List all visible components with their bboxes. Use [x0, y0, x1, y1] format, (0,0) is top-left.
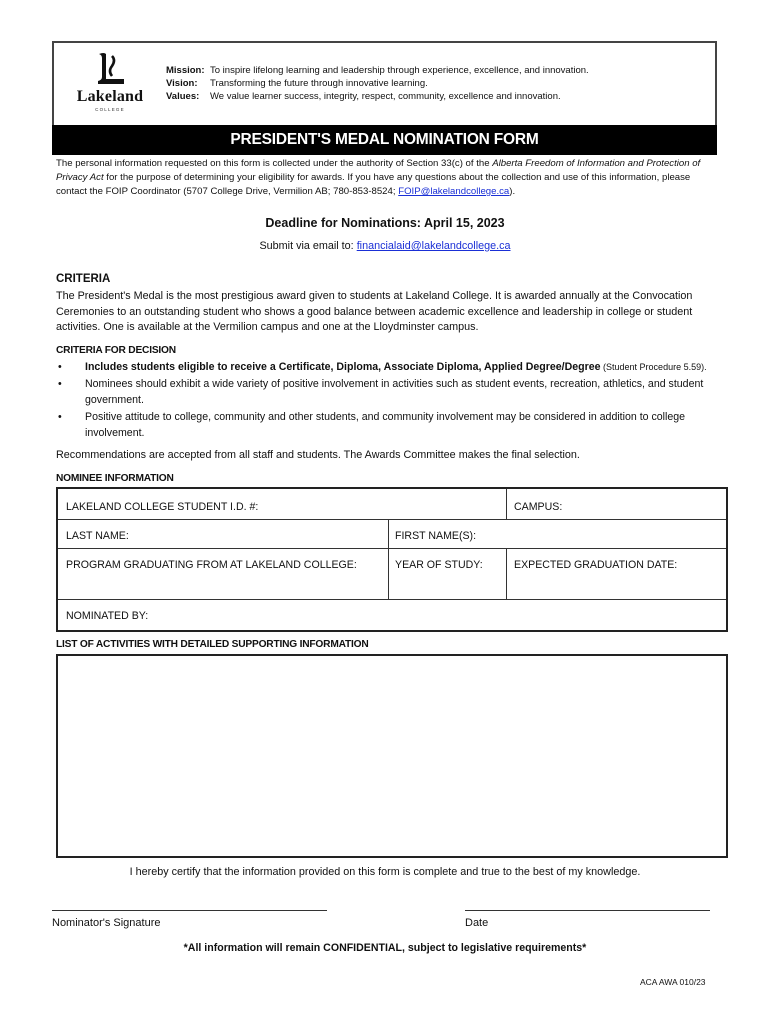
vision-label: Vision:: [166, 78, 198, 89]
submit-line: [0, 240, 770, 252]
student-id-field[interactable]: LAKELAND COLLEGE STUDENT I.D. #:: [66, 501, 259, 513]
bullet-icon: •: [58, 411, 62, 423]
criteria-heading: CRITERIA: [56, 273, 111, 285]
nominee-info-table: [56, 487, 728, 632]
foip-text-1: The personal information requested on this form is collected under the authority of Section 33(c) of the: [56, 158, 493, 169]
date-label: Date: [465, 917, 489, 929]
criteria-bullet-1: [56, 360, 716, 376]
table-divider: [506, 489, 507, 520]
signature-line[interactable]: [52, 910, 327, 911]
criteria-bullet-2: [56, 377, 716, 409]
logo-subtitle: COLLEGE: [95, 107, 125, 112]
bullet-icon: •: [58, 378, 62, 390]
foip-notice: [56, 157, 716, 199]
activities-heading: LIST OF ACTIVITIES WITH DETAILED SUPPORTING INFORMATION: [56, 639, 369, 650]
nominated-by-field[interactable]: NOMINATED BY:: [66, 610, 149, 622]
recommendations-note: Recommendations are accepted from all staff and students. The Awards Committee makes the final selection.: [56, 449, 580, 461]
criteria-decision-heading: CRITERIA FOR DECISION: [56, 345, 176, 356]
foip-email-link[interactable]: FOIP@lakelandcollege.ca: [398, 186, 510, 197]
confidentiality-note: *All information will remain CONFIDENTIAL, subject to legislative requirements*: [183, 942, 587, 954]
campus-field[interactable]: CAMPUS:: [514, 501, 563, 513]
bullet-text: Positive attitude to college, community and other students, and community involvement may be considered in addition to college involvement.: [85, 411, 686, 439]
submit-email-link[interactable]: financialaid@lakelandcollege.ca: [356, 240, 511, 252]
submit-label: Submit via email to:: [259, 240, 357, 252]
values-text: We value learner success, integrity, respect, community, excellence and innovation.: [210, 91, 561, 102]
criteria-paragraph: The President's Medal is the most prestigious award given to students at Lakeland College. It is awarded annually at the Convocation Ceremonies to an outstanding student who shows a good balance between academic excellence and leadership in college or student activities. One is available at the Vermilion campus and one at the Lloydminster campus.: [56, 290, 693, 334]
table-divider: [506, 548, 507, 599]
vision-text: Transforming the future through innovative learning.: [210, 78, 428, 89]
bullet-text: Nominees should exhibit a wide variety of positive involvement in activities such as student events, recreation, athletics, and student government.: [85, 378, 704, 406]
table-divider: [58, 519, 726, 520]
expected-graduation-field[interactable]: EXPECTED GRADUATION DATE:: [514, 559, 678, 571]
last-name-field[interactable]: LAST NAME:: [66, 530, 129, 542]
criteria-bullet-3: [56, 410, 716, 442]
foip-text-2: for the purpose of determining your eligibility for awards. If you have any questions about the collection and use of this information, please contact the FOIP Coordinator (5707 College Drive, Vermilion AB; 780-853-8524;: [56, 172, 691, 197]
form-code: ACA AWA 010/23: [640, 977, 706, 987]
certification-statement: I hereby certify that the information provided on this form is complete and true to the best of my knowledge.: [129, 866, 641, 878]
foip-text-3: ).: [509, 186, 516, 197]
values-line: [166, 90, 561, 103]
bullet-text: [85, 360, 717, 376]
program-field[interactable]: PROGRAM GRADUATING FROM AT LAKELAND COLLEGE:: [66, 559, 357, 571]
bullet-1-small: (Student Procedure 5.59).: [600, 362, 707, 372]
mission-label: Mission:: [166, 65, 205, 76]
bullet-icon: •: [58, 361, 62, 373]
nominee-info-heading: NOMINEE INFORMATION: [56, 473, 174, 484]
lakeland-logo-icon: [90, 52, 130, 88]
values-label: Values:: [166, 91, 200, 102]
bullet-1-bold: Includes students eligible to receive a Certificate, Diploma, Associate Diploma, Applied Degree/Degree: [85, 361, 601, 373]
table-divider: [58, 599, 726, 600]
vision-line: [166, 77, 428, 90]
form-title: PRESIDENT'S MEDAL NOMINATION FORM: [52, 125, 717, 155]
mission-line: [166, 64, 589, 77]
logo-name: Lakeland: [76, 88, 144, 105]
foip-act-name: Alberta Freedom of Information and Protection of Privacy Act: [56, 158, 701, 183]
signature-label: Nominator's Signature: [52, 917, 161, 929]
table-divider: [388, 519, 389, 599]
year-of-study-field[interactable]: YEAR OF STUDY:: [395, 559, 483, 571]
activities-textarea[interactable]: [56, 654, 728, 858]
first-names-field[interactable]: FIRST NAME(S):: [395, 530, 477, 542]
date-line[interactable]: [465, 910, 710, 911]
lakeland-college-logo: [66, 52, 154, 114]
mission-text: To inspire lifelong learning and leadership through experience, excellence, and innovation.: [210, 65, 589, 76]
deadline-heading: Deadline for Nominations: April 15, 2023: [265, 216, 505, 230]
table-divider: [58, 548, 726, 549]
